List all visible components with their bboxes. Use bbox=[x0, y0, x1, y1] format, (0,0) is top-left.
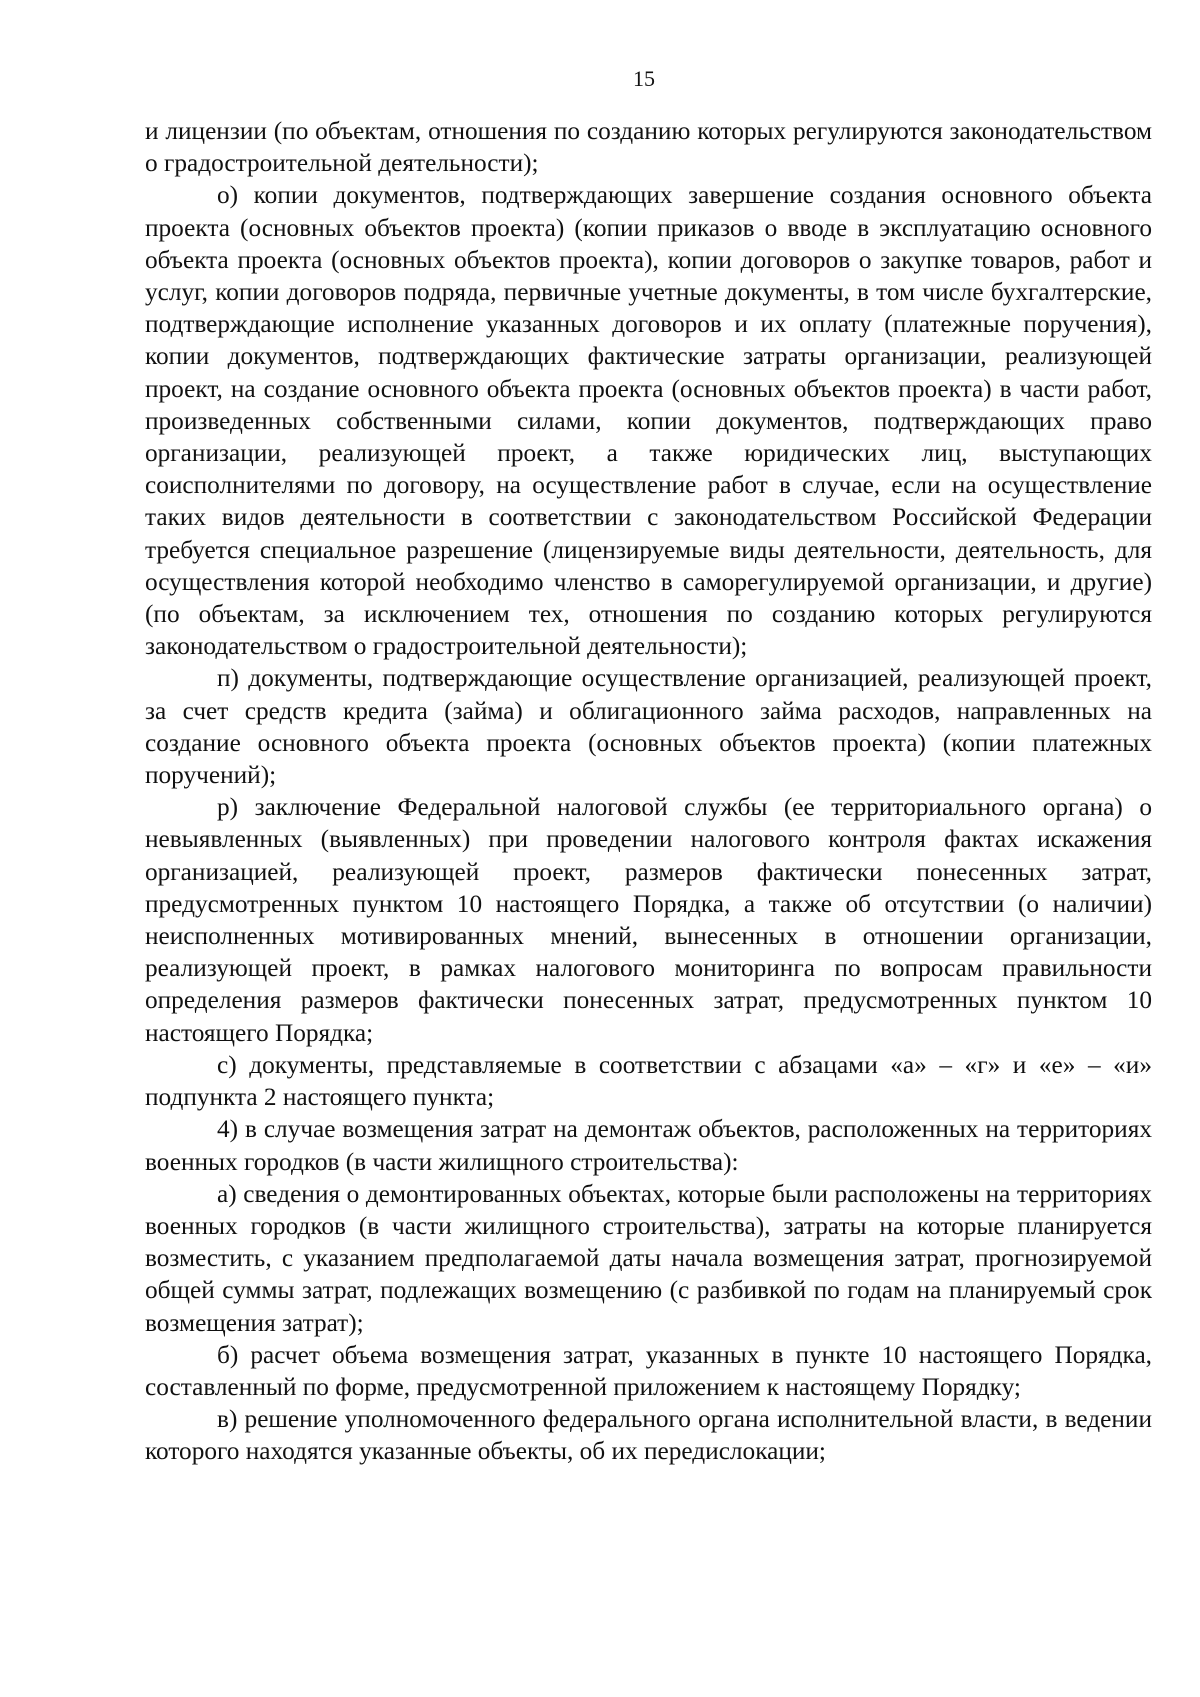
paragraph-item-4: 4) в случае возмещения затрат на демонтаж объектов, расположенных на территориях военных городков (в части жилищного строительства): bbox=[145, 1115, 1152, 1176]
paragraph-item-v: в) решение уполномоченного федерального органа исполнительной власти, в ведении которого находятся указанные объекты, об их передислокации; bbox=[145, 1405, 1152, 1466]
document-body bbox=[145, 115, 1152, 1468]
paragraph-item-s: с) документы, представляемые в соответствии с абзацами «а» – «г» и «е» – «и» подпункта 2 настоящего пункта; bbox=[145, 1050, 1152, 1112]
paragraph-item-r: р) заключение Федеральной налоговой службы (ее территориального органа) о невыявленных (выявленных) при проведении налогового контроля фактах искажения организацией, реализующей проект, размеров фактически понесенных затрат, предусмотренных пунктом 10 настоящего Порядка, а также об отсутствии (о наличии) неисполненных мотивированных мнений, вынесенных в отношении организации, реализующей проект, в рамках налогового мониторинга по вопросам правильности определения размеров фактически понесенных затрат, предусмотренных пунктом 10 настоящего Порядка; bbox=[145, 793, 1152, 1047]
paragraph-item-b: б) расчет объема возмещения затрат, указанных в пункте 10 настоящего Порядка, составленный по форме, предусмотренной приложением к настоящему Порядку; bbox=[145, 1340, 1152, 1401]
paragraph-continuation: и лицензии (по объектам, отношения по созданию которых регулируются законодательством о градостроительной деятельности); bbox=[145, 117, 1152, 178]
page-number: 15 bbox=[633, 66, 655, 91]
paragraph-item-a: а) сведения о демонтированных объектах, которые были расположены на территориях военных городков (в части жилищного строительства), затраты на которые планируется возместить, с указанием предполагаемой даты начала возмещения затрат, прогнозируемой общей суммы затрат, подлежащих возмещению (с разбивкой по годам на планируемый срок возмещения затрат); bbox=[145, 1179, 1152, 1337]
paragraph-item-p: п) документы, подтверждающие осуществление организацией, реализующей проект, за счет средств кредита (займа) и облигационного займа расходов, направленных на создание основного объекта проекта (основных объектов проекта) (копии платежных поручений); bbox=[145, 664, 1152, 790]
paragraph-item-o: о) копии документов, подтверждающих завершение создания основного объекта проекта (основных объектов проекта) (копии приказов о вводе в эксплуатацию основного объекта проекта (основных объектов проекта), копии договоров о закупке товаров, работ и услуг, копии договоров подряда, первичные учетные документы, в том числе бухгалтерские, подтверждающие исполнение указанных договоров и их оплату (платежные поручения), копии документов, подтверждающих фактические затраты организации, реализующей проект, на создание основного объекта проекта (основных объектов проекта) в части работ, произведенных собственными силами, копии документов, подтверждающих право организации, реализующей проект, а также юридических лиц, выступающих соисполнителями по договору, на осуществление работ в случае, если на осуществление таких видов деятельности в соответствии с законодательством Российской Федерации требуется специальное разрешение (лицензируемые виды деятельности, деятельность, для осуществления которой необходимо членство в саморегулируемой организации, и другие) (по объектам, за исключением тех, отношения по созданию которых регулируются законодательством о градостроительной деятельности); bbox=[145, 181, 1152, 661]
